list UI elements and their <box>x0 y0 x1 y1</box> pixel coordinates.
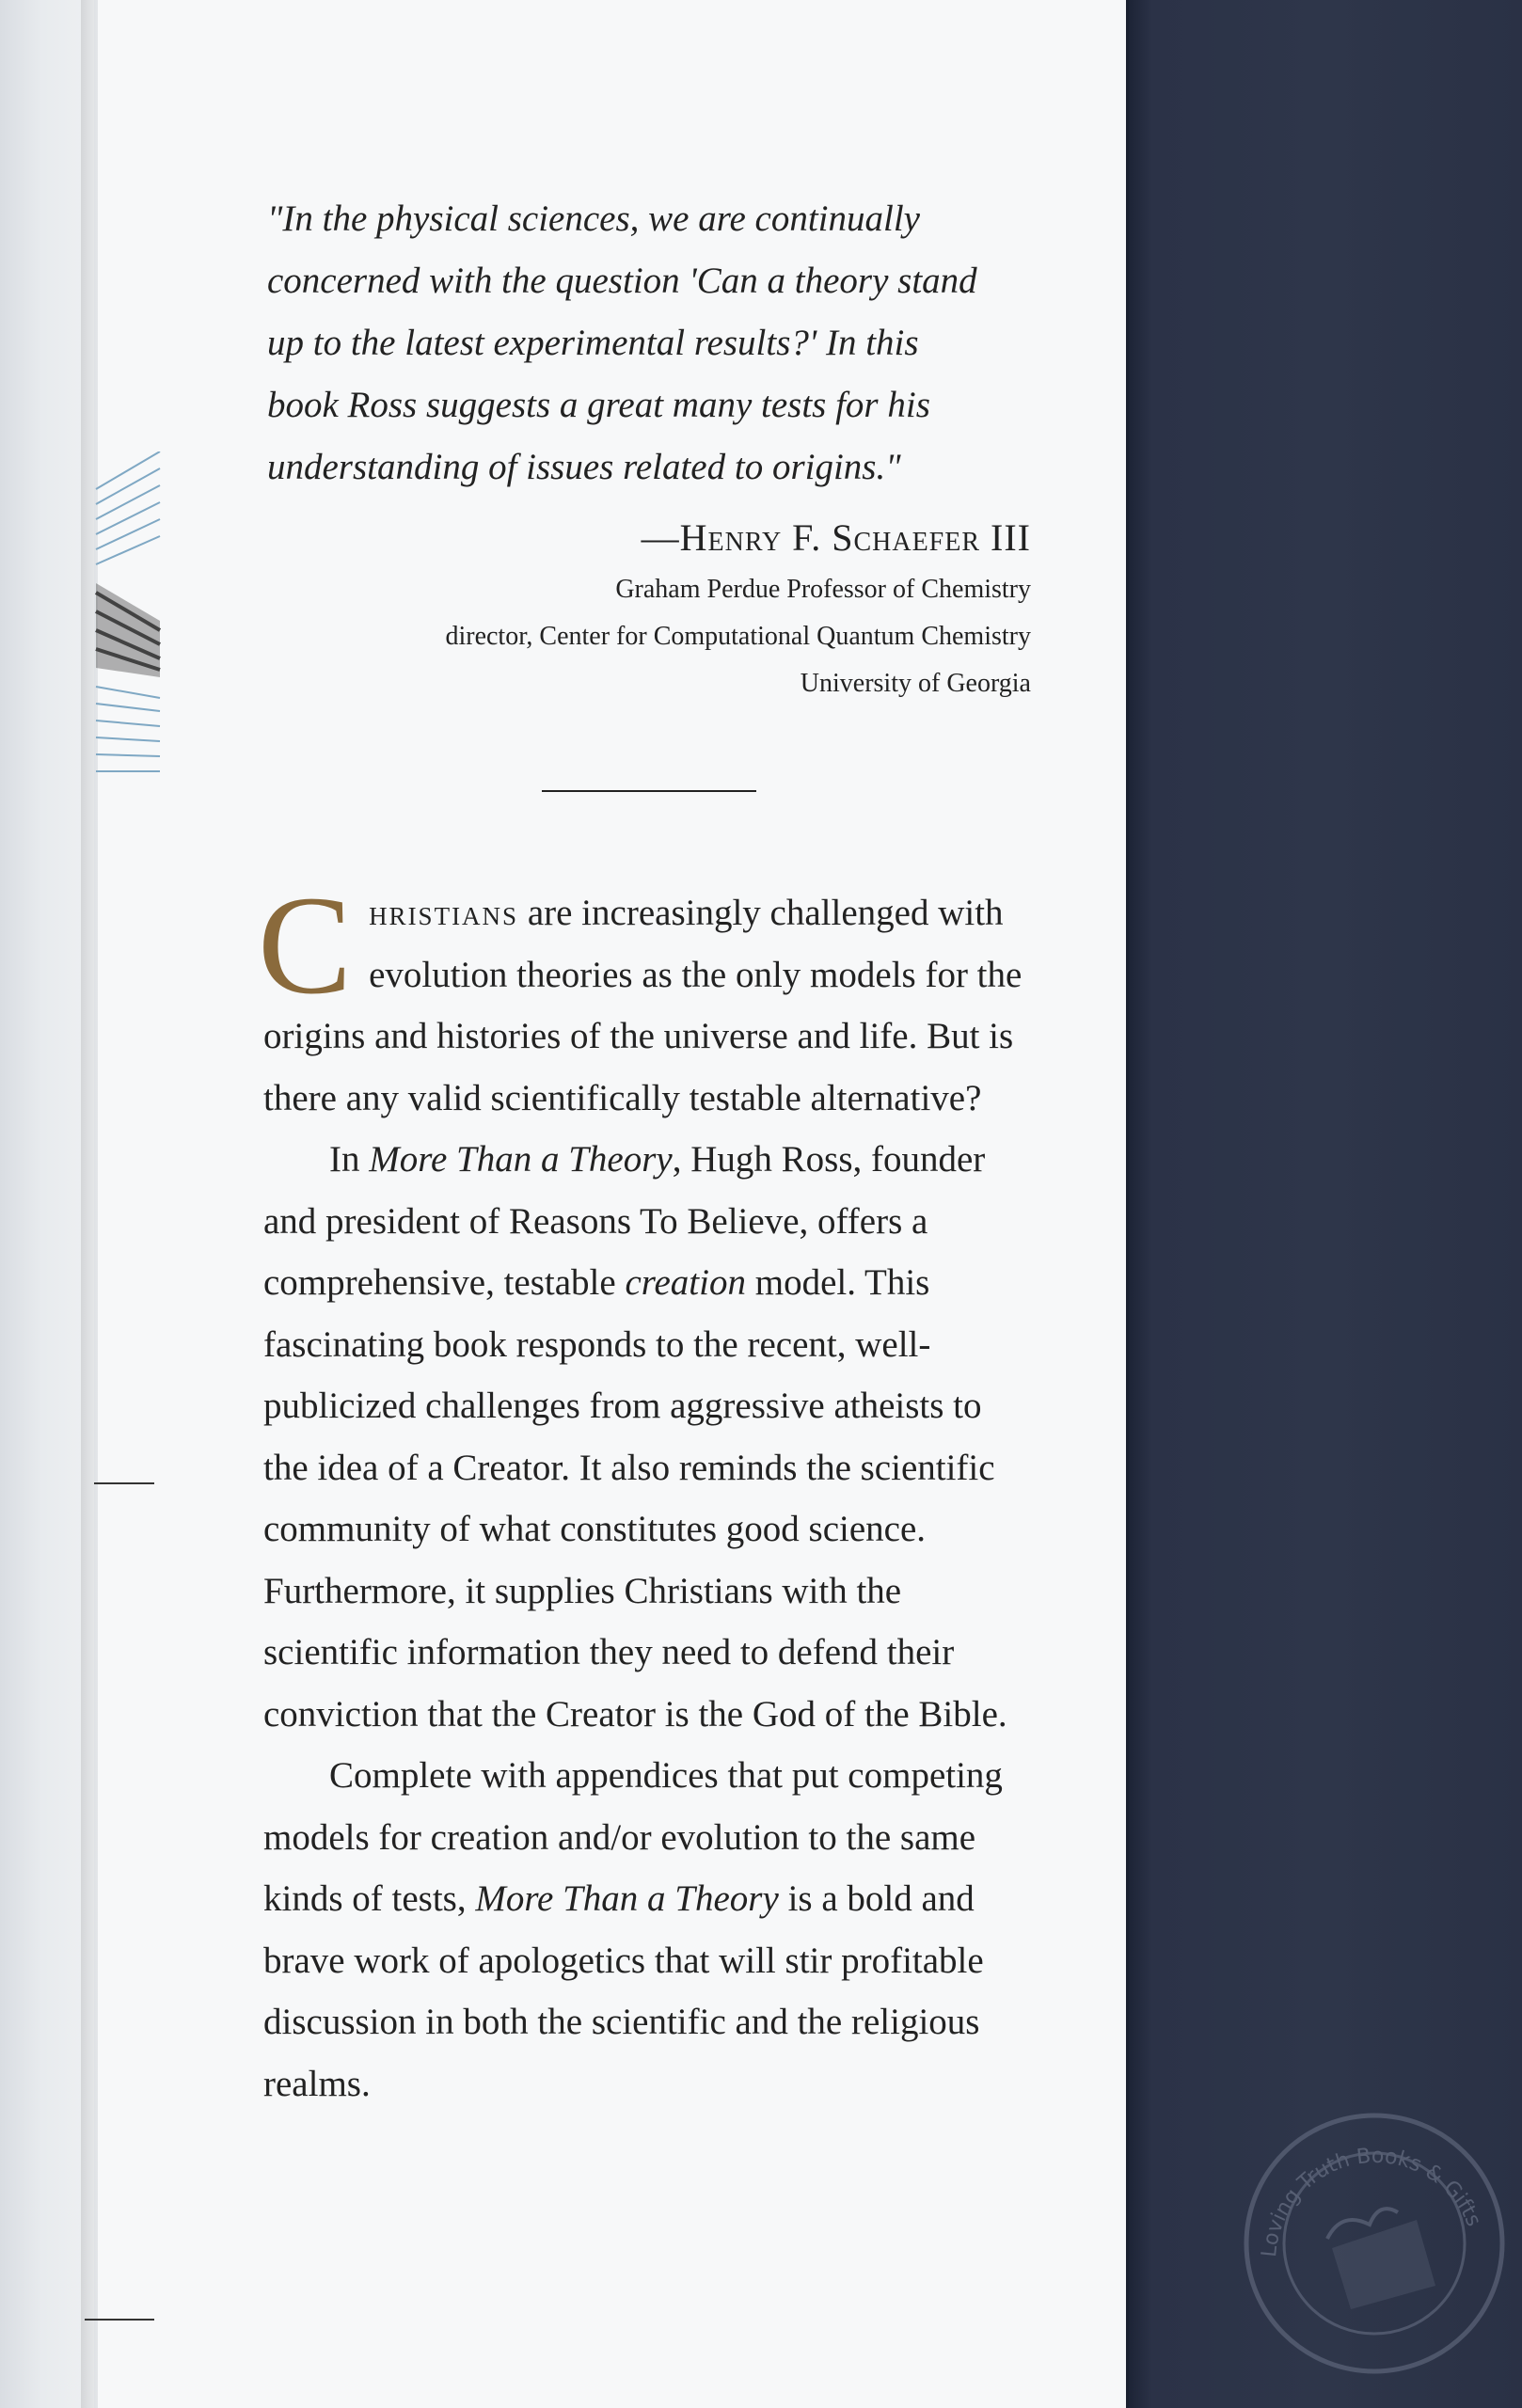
paragraph-1-text: are increasingly challenged with evolution theories as the only models for the origins and histories of the universe and life. But is there any valid scientifically testable alternative? <box>263 893 1023 1118</box>
flap-rule-mid <box>94 1482 154 1484</box>
cover-art-fragment <box>94 452 169 790</box>
emphasis-creation: creation <box>625 1262 746 1303</box>
flap-rule-bottom <box>85 2319 154 2321</box>
book-title: More Than a Theory <box>475 1878 779 1919</box>
drop-cap: C <box>258 867 353 1023</box>
book-title: More Than a Theory <box>369 1139 673 1180</box>
attribution-name <box>642 515 1031 560</box>
spine <box>1129 0 1522 2408</box>
attribution-affiliation: director, Center for Computational Quantum Chemistry <box>445 622 1031 651</box>
quote-line: "In the physical sciences, we are continually <box>267 198 920 239</box>
front-flap-edge <box>0 0 94 2408</box>
stamp-text: Loving Truth Books & Gifts <box>1257 2144 1485 2258</box>
lead-word: hristians <box>369 893 519 933</box>
p2-text-b: , Hugh Ross, founder and president of Reasons To Believe, offers a comprehensive, testable <box>263 1139 986 1303</box>
quote-line: understanding of issues related to origins." <box>267 447 901 487</box>
quote-line: book Ross suggests a great many tests for his <box>267 385 930 425</box>
flap-description <box>258 867 1035 2115</box>
attribution-dash: — <box>641 516 680 559</box>
attribution-author: Henry F. Schaefer III <box>679 516 1031 559</box>
p3-text-a: Complete with appendices that put competing models for creation and/or evolution to the same kinds of tests, <box>263 1755 1003 1919</box>
paragraph-2 <box>263 1129 1035 1745</box>
section-divider <box>542 790 756 792</box>
quote-line: concerned with the question 'Can a theory stand <box>267 261 977 301</box>
store-stamp-icon <box>1238 2107 1511 2380</box>
paragraph-1 <box>258 867 1035 1129</box>
attribution-title: Graham Perdue Professor of Chemistry <box>615 575 1031 604</box>
attribution-university: University of Georgia <box>800 669 1031 698</box>
p3-text-b: is a bold and brave work of apologetics that will stir profitable discussion in both the scientific and the religious realms. <box>263 1878 984 2104</box>
endorsement-quote <box>267 188 1048 499</box>
quote-line: up to the latest experimental results?' In this <box>267 323 919 363</box>
paragraph-3 <box>263 1745 1035 2115</box>
p2-text-a: In <box>329 1139 370 1180</box>
p2-text-c: model. This fascinating book responds to the recent, well-publicized challenges from aggressive atheists to the idea of a Creator. It also reminds the scientific community of what constitutes good science. Furthermore, it supplies Christians with the scientific information they need to defend their conviction that the Creator is the God of the Bible. <box>263 1262 1007 1735</box>
